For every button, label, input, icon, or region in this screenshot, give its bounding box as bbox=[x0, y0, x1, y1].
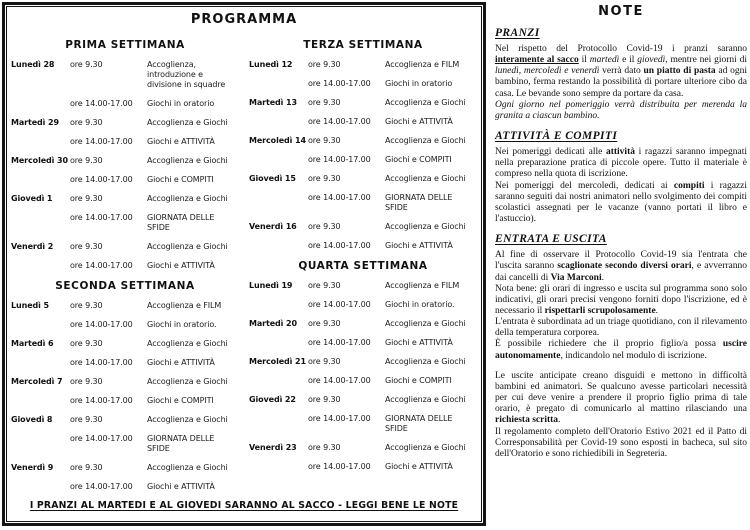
schedule-row bbox=[11, 396, 239, 406]
schedule-row bbox=[249, 193, 477, 213]
day-label: Lunedì 12 bbox=[249, 60, 293, 69]
time-label: ore 9.30 bbox=[70, 118, 103, 127]
schedule-row bbox=[249, 300, 477, 310]
activity-label: Giochi in oratorio bbox=[147, 99, 215, 108]
activity-label: Giochi e ATTIVITÀ bbox=[147, 137, 215, 146]
time-label: ore 14.00-17.00 bbox=[70, 175, 133, 184]
activity-label: Giochi e ATTIVITÀ bbox=[147, 358, 215, 367]
activity-label: Accoglienza e Giochi bbox=[385, 98, 466, 107]
activity-label: Accoglienza, introduzione e divisione in squadre bbox=[147, 60, 226, 89]
text-segment: lunedì, mercoledì e venerdì bbox=[495, 66, 600, 77]
time-label: ore 9.30 bbox=[70, 242, 103, 251]
activity-label: Accoglienza e Giochi bbox=[385, 357, 466, 366]
text-segment: ad ogni bambino, ferma restando la possibilità di portare ulteriore cibo da casa. Le bevande sono sempre da portare da casa. bbox=[495, 66, 747, 99]
day-label: Venerdì 23 bbox=[249, 443, 297, 452]
time-label: ore 9.30 bbox=[308, 98, 341, 107]
text-segment: Nei pomeriggi del mercoledì, dedicati ai bbox=[495, 180, 674, 191]
note-paragraph bbox=[495, 250, 747, 283]
day-label: Giovedì 8 bbox=[11, 415, 53, 424]
text-segment: attività bbox=[605, 147, 635, 158]
activity-label: Accoglienza e Giochi bbox=[147, 242, 228, 251]
activity-label: Giochi e ATTIVITÀ bbox=[385, 338, 453, 347]
activity-label: Accoglienza e FILM bbox=[385, 281, 460, 290]
week-section bbox=[249, 260, 477, 472]
schedule-row bbox=[11, 194, 239, 204]
day-label: Lunedì 28 bbox=[11, 60, 55, 69]
activity-label: GIORNATA DELLE SFIDE bbox=[147, 213, 215, 232]
text-segment: i ragazzi saranno seguiti dai nostri animatori nello svolgimento dei compiti scolastici assegnati per le vacanze (vanno portati il libro e l'astuccio). bbox=[495, 180, 747, 225]
day-label: Lunedì 19 bbox=[249, 281, 293, 290]
schedule-row bbox=[249, 98, 477, 108]
text-segment: Nei pomeriggi dedicati alle bbox=[495, 147, 606, 158]
day-label bbox=[11, 396, 66, 406]
day-label bbox=[11, 320, 66, 330]
day-label bbox=[249, 414, 304, 434]
text-segment: un piatto di pasta bbox=[643, 66, 716, 77]
text-segment: interamente al sacco bbox=[495, 55, 579, 66]
text-segment: uscire autonomamente bbox=[495, 339, 747, 361]
activity-label: Accoglienza e Giochi bbox=[385, 222, 466, 231]
day-label: Venerdì 2 bbox=[11, 242, 54, 251]
programma-page-inner-border bbox=[6, 6, 482, 522]
schedule-row bbox=[249, 462, 477, 472]
text-segment: L'entrata è subordinata ad un triage quotidiano, con il rilevamento della temperatura corporea. bbox=[495, 317, 747, 339]
activity-label: Giochi e ATTIVITÀ bbox=[147, 482, 215, 491]
activity-label: Giochi e COMPITI bbox=[147, 396, 214, 405]
programma-columns bbox=[11, 33, 477, 501]
time-label: ore 9.30 bbox=[308, 174, 341, 183]
programma-column-left bbox=[11, 33, 239, 501]
schedule-row bbox=[11, 463, 239, 473]
time-label: ore 14.00-17.00 bbox=[70, 99, 133, 108]
schedule-row bbox=[249, 338, 477, 348]
activity-label: Accoglienza e Giochi bbox=[147, 463, 228, 472]
text-segment: , indicandolo nel modulo di iscrizione. bbox=[560, 350, 707, 361]
note-paragraph bbox=[495, 100, 747, 122]
week-title: PRIMA SETTIMANA bbox=[65, 39, 185, 51]
activity-label: Accoglienza e Giochi bbox=[147, 377, 228, 386]
activity-label: Accoglienza e Giochi bbox=[385, 174, 466, 183]
time-label: ore 9.30 bbox=[70, 156, 103, 165]
time-label: ore 14.00-17.00 bbox=[70, 434, 133, 443]
day-label bbox=[249, 155, 304, 165]
schedule-row bbox=[11, 213, 239, 233]
schedule-row bbox=[249, 414, 477, 434]
day-label: Giovedì 15 bbox=[249, 174, 296, 183]
time-label: ore 14.00-17.00 bbox=[308, 155, 371, 164]
schedule-row bbox=[249, 281, 477, 291]
note-page bbox=[495, 4, 747, 526]
day-label: Giovedì 22 bbox=[249, 395, 296, 404]
activity-label: Giochi e ATTIVITÀ bbox=[385, 462, 453, 471]
schedule-row bbox=[11, 261, 239, 271]
schedule-row bbox=[11, 118, 239, 128]
note-paragraph bbox=[495, 339, 747, 361]
activity-label: Accoglienza e Giochi bbox=[385, 319, 466, 328]
time-label: ore 9.30 bbox=[70, 463, 103, 472]
time-label: ore 9.30 bbox=[70, 60, 103, 69]
schedule-row bbox=[249, 319, 477, 329]
time-label: ore 14.00-17.00 bbox=[70, 320, 133, 329]
schedule-row bbox=[11, 156, 239, 166]
text-segment: i ragazzi saranno impegnati nella preparazione pratica di piccole opere. Tutto il materiale è compreso nella quota di iscrizione. bbox=[495, 147, 748, 180]
day-label bbox=[249, 193, 304, 213]
schedule-row bbox=[249, 357, 477, 367]
activity-label: Accoglienza e Giochi bbox=[147, 194, 228, 203]
day-label bbox=[249, 338, 304, 348]
programma-column-right bbox=[249, 33, 477, 501]
note-section bbox=[495, 233, 747, 460]
week-section bbox=[11, 280, 239, 492]
text-segment: Via Marconi bbox=[550, 272, 602, 283]
time-label: ore 9.30 bbox=[308, 319, 341, 328]
week-title: TERZA SETTIMANA bbox=[303, 39, 423, 51]
time-label: ore 14.00-17.00 bbox=[308, 79, 371, 88]
time-label: ore 9.30 bbox=[70, 415, 103, 424]
day-label: Giovedì 1 bbox=[11, 194, 53, 203]
activity-label: Giochi e ATTIVITÀ bbox=[385, 117, 453, 126]
text-segment: È possibile richiedere che il proprio figlio/a possa bbox=[495, 339, 723, 350]
note-section-heading: ENTRATA E USCITA bbox=[495, 233, 607, 246]
text-segment: martedì bbox=[589, 55, 620, 66]
time-label: ore 9.30 bbox=[308, 136, 341, 145]
schedule-row bbox=[249, 174, 477, 184]
week-section bbox=[249, 39, 477, 251]
text-segment: . bbox=[601, 272, 604, 283]
text-segment: Al fine di osservare il Protocollo Covid-19 sia l'entrata che l'uscita saranno bbox=[495, 250, 747, 272]
text-segment: Il regolamento completo dell'Oratorio Estivo 2021 ed il Patto di Corresponsabilità per Covid-19 sono esposti in bacheca, sul sito dell'Oratorio e sono richiedibili in Segreteria. bbox=[495, 426, 747, 459]
day-label bbox=[249, 79, 304, 89]
activity-label: Giochi e ATTIVITÀ bbox=[385, 241, 453, 250]
note-section bbox=[495, 27, 747, 122]
day-label: Venerdì 16 bbox=[249, 222, 297, 231]
note-paragraph bbox=[495, 181, 747, 226]
day-label: Martedì 6 bbox=[11, 339, 54, 348]
schedule-row bbox=[11, 320, 239, 330]
activity-label: Giochi e COMPITI bbox=[385, 376, 452, 385]
day-label bbox=[249, 462, 304, 472]
activity-label: GIORNATA DELLE SFIDE bbox=[147, 434, 215, 453]
activity-label: Accoglienza e Giochi bbox=[385, 395, 466, 404]
text-segment: , mentre nei giorni di bbox=[665, 55, 747, 66]
day-label bbox=[11, 175, 66, 185]
schedule-row bbox=[249, 155, 477, 165]
day-label bbox=[11, 213, 66, 233]
activity-label: Giochi e COMPITI bbox=[147, 175, 214, 184]
programma-title: PROGRAMMA bbox=[190, 12, 298, 27]
text-segment: . bbox=[558, 415, 561, 426]
text-segment: compiti bbox=[673, 180, 705, 191]
time-label: ore 9.30 bbox=[308, 443, 341, 452]
time-label: ore 14.00-17.00 bbox=[70, 396, 133, 405]
note-paragraph bbox=[495, 371, 747, 427]
activity-label: Accoglienza e Giochi bbox=[147, 339, 228, 348]
time-label: ore 14.00-17.00 bbox=[308, 376, 371, 385]
activity-label: Accoglienza e Giochi bbox=[147, 156, 228, 165]
day-label: Mercoledì 7 bbox=[11, 377, 63, 386]
activity-label: Accoglienza e Giochi bbox=[147, 118, 228, 127]
schedule-row bbox=[11, 242, 239, 252]
time-label: ore 14.00-17.00 bbox=[308, 414, 371, 423]
time-label: ore 14.00-17.00 bbox=[70, 137, 133, 146]
schedule-row bbox=[11, 137, 239, 147]
schedule-row bbox=[11, 358, 239, 368]
text-segment: Le uscite anticipate creano disguidi e mettono in difficoltà bambini ed animatori. Se qualcuno avesse particolari necessità per cui deve venire a prendere il proprio figlio prima di tale orario, è pregato di comunicarlo al mattino rilasciando una bbox=[495, 370, 747, 415]
day-label bbox=[249, 300, 304, 310]
day-label: Martedì 20 bbox=[249, 319, 297, 328]
time-label: ore 14.00-17.00 bbox=[308, 193, 371, 202]
time-label: ore 14.00-17.00 bbox=[308, 338, 371, 347]
day-label: Lunedì 5 bbox=[11, 301, 49, 310]
time-label: ore 9.30 bbox=[308, 222, 341, 231]
activity-label: GIORNATA DELLE SFIDE bbox=[385, 414, 453, 433]
schedule-row bbox=[249, 60, 477, 70]
schedule-row bbox=[11, 339, 239, 349]
note-paragraph bbox=[495, 427, 747, 460]
note-section-heading: PRANZI bbox=[495, 27, 540, 39]
activity-label: Giochi in oratorio bbox=[385, 79, 453, 88]
note-paragraph bbox=[495, 44, 747, 100]
day-label bbox=[249, 241, 304, 251]
time-label: ore 9.30 bbox=[70, 377, 103, 386]
activity-label: Giochi e ATTIVITÀ bbox=[147, 261, 215, 270]
schedule-row bbox=[11, 482, 239, 492]
text-segment: , e avverranno dai cancelli di bbox=[495, 261, 747, 283]
day-label bbox=[11, 482, 66, 492]
day-label: Mercoledì 14 bbox=[249, 136, 306, 145]
text-segment: Ogni giorno nel pomeriggio verrà distribuita per merenda la granita a ciascun bambino. bbox=[495, 99, 747, 121]
text-segment: scaglionate secondo diversi orari bbox=[557, 261, 692, 272]
day-label bbox=[11, 99, 66, 109]
schedule-row bbox=[11, 377, 239, 387]
schedule-row bbox=[249, 222, 477, 232]
week-title: QUARTA SETTIMANA bbox=[298, 260, 428, 272]
activity-label: Accoglienza e Giochi bbox=[385, 443, 466, 452]
text-segment: e il bbox=[619, 55, 638, 66]
week-section bbox=[11, 39, 239, 271]
text-segment: rispettarli scrupolosamente bbox=[544, 305, 656, 316]
activity-label: Accoglienza e Giochi bbox=[147, 415, 228, 424]
time-label: ore 9.30 bbox=[308, 281, 341, 290]
schedule-row bbox=[249, 376, 477, 386]
note-paragraph bbox=[495, 284, 747, 317]
note-paragraph bbox=[495, 317, 747, 339]
time-label: ore 9.30 bbox=[308, 357, 341, 366]
schedule-row bbox=[249, 136, 477, 146]
time-label: ore 14.00-17.00 bbox=[70, 358, 133, 367]
lunch-warning-note: I PRANZI AL MARTEDI E AL GIOVEDI SARANNO AL SACCO - LEGGI BENE LE NOTE bbox=[29, 500, 459, 511]
time-label: ore 14.00-17.00 bbox=[70, 482, 133, 491]
day-label: Venerdì 9 bbox=[11, 463, 54, 472]
text-segment: Nota bene: gli orari di ingresso e uscita sul programma sono solo indicativi, gli orari precisi vengono forniti dopo l'iscrizione, ed è necessario il bbox=[495, 283, 747, 316]
activity-label: Accoglienza e FILM bbox=[385, 60, 460, 69]
schedule-row bbox=[249, 443, 477, 453]
schedule-row bbox=[11, 60, 239, 90]
schedule-row bbox=[11, 301, 239, 311]
day-label: Martedì 29 bbox=[11, 118, 59, 127]
time-label: ore 14.00-17.00 bbox=[70, 213, 133, 222]
day-label bbox=[249, 376, 304, 386]
time-label: ore 14.00-17.00 bbox=[308, 300, 371, 309]
text-segment: Nel rispetto del Protocollo Covid-19 i pranzi saranno bbox=[495, 44, 747, 54]
note-paragraph bbox=[495, 147, 747, 180]
activity-label: Accoglienza e FILM bbox=[147, 301, 222, 310]
note-section bbox=[495, 130, 747, 225]
day-label bbox=[249, 117, 304, 127]
activity-label: Giochi in oratorio. bbox=[385, 300, 455, 309]
schedule-row bbox=[249, 117, 477, 127]
activity-label: Giochi e COMPITI bbox=[385, 155, 452, 164]
time-label: ore 9.30 bbox=[70, 339, 103, 348]
schedule-row bbox=[11, 434, 239, 454]
text-segment: giovedì bbox=[637, 55, 666, 66]
time-label: ore 9.30 bbox=[308, 395, 341, 404]
time-label: ore 14.00-17.00 bbox=[308, 117, 371, 126]
activity-label: Giochi in oratorio. bbox=[147, 320, 217, 329]
day-label bbox=[11, 137, 66, 147]
schedule-row bbox=[249, 241, 477, 251]
text-segment: . bbox=[655, 305, 659, 316]
text-segment: richiesta scritta bbox=[495, 415, 559, 426]
activity-label: GIORNATA DELLE SFIDE bbox=[385, 193, 453, 212]
schedule-row bbox=[11, 415, 239, 425]
text-segment: verrà dato bbox=[599, 66, 644, 77]
note-sections bbox=[495, 27, 747, 460]
time-label: ore 9.30 bbox=[70, 301, 103, 310]
day-label: Martedì 13 bbox=[249, 98, 297, 107]
week-title: SECONDA SETTIMANA bbox=[55, 280, 195, 292]
note-section-heading: ATTIVITÀ E COMPITI bbox=[495, 130, 618, 143]
schedule-row bbox=[11, 99, 239, 109]
text-segment: il bbox=[578, 55, 590, 66]
time-label: ore 14.00-17.00 bbox=[70, 261, 133, 270]
programma-page bbox=[2, 2, 486, 526]
day-label bbox=[11, 358, 66, 368]
schedule-row bbox=[249, 79, 477, 89]
day-label bbox=[11, 434, 66, 454]
day-label: Mercoledì 30 bbox=[11, 156, 68, 165]
time-label: ore 14.00-17.00 bbox=[308, 241, 371, 250]
time-label: ore 9.30 bbox=[70, 194, 103, 203]
day-label: Mercoledì 21 bbox=[249, 357, 306, 366]
time-label: ore 14.00-17.00 bbox=[308, 462, 371, 471]
schedule-row bbox=[249, 395, 477, 405]
note-title: NOTE bbox=[598, 4, 644, 19]
activity-label: Accoglienza e Giochi bbox=[385, 136, 466, 145]
day-label bbox=[11, 261, 66, 271]
schedule-row bbox=[11, 175, 239, 185]
time-label: ore 9.30 bbox=[308, 60, 341, 69]
